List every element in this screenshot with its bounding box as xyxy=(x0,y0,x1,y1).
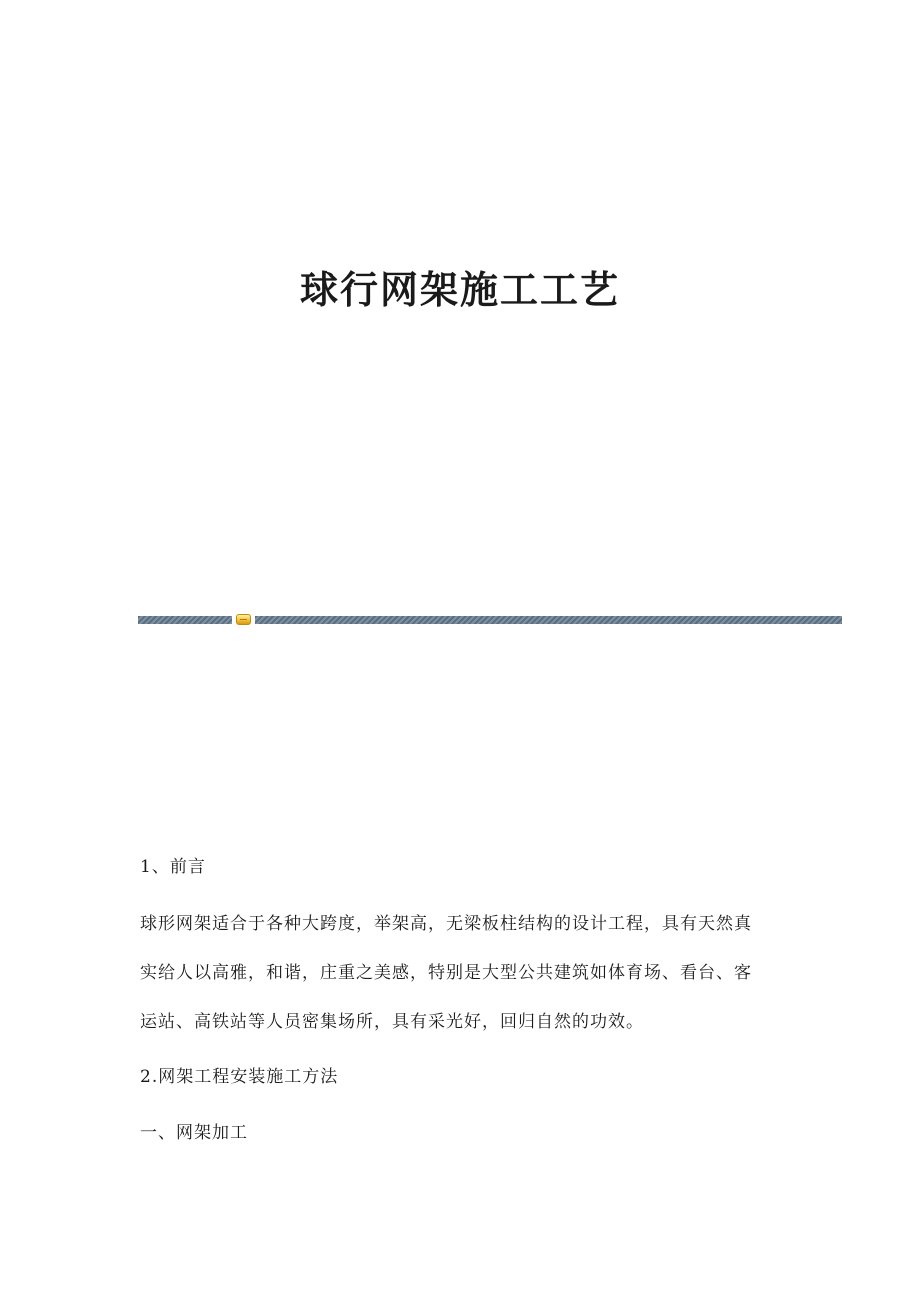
decorative-divider xyxy=(138,614,842,626)
document-title: 球行网架施工工艺 xyxy=(299,267,620,312)
section-heading-fabrication: 一、网架加工 xyxy=(140,1123,248,1143)
gold-tab-ornament-icon xyxy=(236,614,251,625)
paragraph-line: 实给人以高雅，和谐，庄重之美感，特别是大型公共建筑如体育场、看台、客 xyxy=(140,963,752,983)
section-heading-preface: 1、前言 xyxy=(140,857,206,877)
divider-bar-left xyxy=(138,616,232,624)
paragraph-line: 球形网架适合于各种大跨度，举架高，无梁板柱结构的设计工程，具有天然真 xyxy=(140,914,752,934)
paragraph-line: 运站、高铁站等人员密集场所，具有采光好，回归自然的功效。 xyxy=(140,1012,644,1032)
divider-bar-right xyxy=(255,616,842,624)
section-heading-installation-method: 2.网架工程安装施工方法 xyxy=(140,1067,339,1087)
